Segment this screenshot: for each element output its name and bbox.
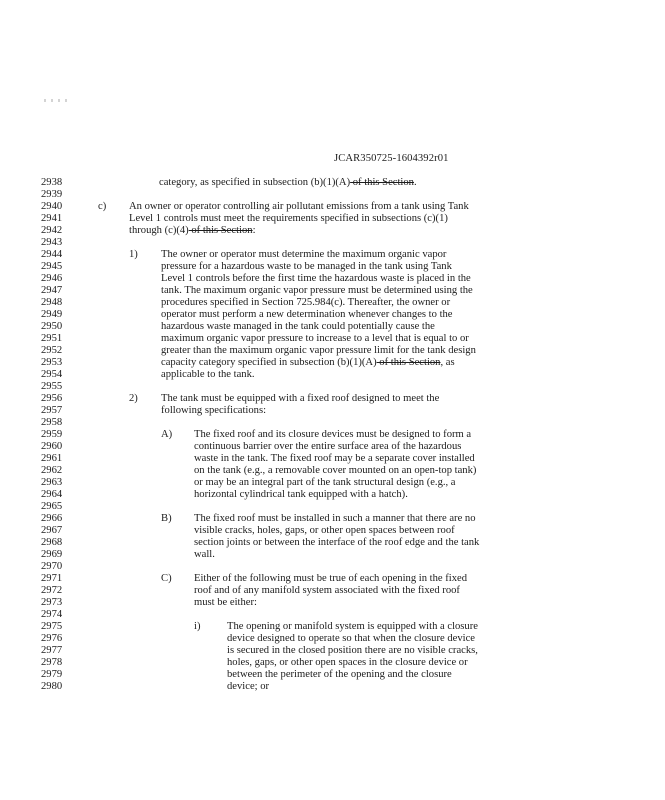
text-line: tank. The maximum organic vapor pressure must be determined using the <box>161 285 473 296</box>
line-number: 2951 <box>41 333 63 344</box>
line-number: 2960 <box>41 441 63 452</box>
text-line: or may be an integral part of the tank structural design (e.g., a <box>194 477 456 488</box>
line-number: 2968 <box>41 537 63 548</box>
line-number: 2949 <box>41 309 63 320</box>
text-line: horizontal cylindrical tank equipped with a hatch). <box>194 489 408 500</box>
text-line: applicable to the tank. <box>161 369 255 380</box>
line-number: 2978 <box>41 657 63 668</box>
line-number: 2979 <box>41 669 63 680</box>
line-number: 2956 <box>41 393 63 404</box>
text-line: holes, gaps, or other open spaces in the closure device or <box>227 657 468 668</box>
line-number: 2957 <box>41 405 63 416</box>
line-number: 2938 <box>41 177 63 188</box>
subsection-c-label: c) <box>98 201 107 212</box>
line-number: 2973 <box>41 597 63 608</box>
line-number: 2962 <box>41 465 63 476</box>
line-number: 2974 <box>41 609 63 620</box>
text-line: waste in the tank. The fixed roof may be a separate cover installed <box>194 453 475 464</box>
struck-text: of this Section <box>188 225 253 236</box>
line-number: 2966 <box>41 513 63 524</box>
line-number: 2939 <box>41 189 63 200</box>
text-line: following specifications: <box>161 405 267 416</box>
scan-artifact <box>44 99 72 102</box>
item-i-label: i) <box>194 621 201 632</box>
line-number: 2954 <box>41 369 63 380</box>
text-line: category, as specified in subsection (b)(1)(A) of this Section. <box>159 177 417 188</box>
text-line: on the tank (e.g., a removable cover mounted on an open-top tank) <box>194 465 477 476</box>
text-line: must be either: <box>194 597 257 608</box>
text-line: The tank must be equipped with a fixed roof designed to meet the <box>161 393 440 404</box>
text-line: The fixed roof must be installed in such a manner that there are no <box>194 513 476 524</box>
text-line: wall. <box>194 549 215 560</box>
text-line: visible cracks, holes, gaps, or other open spaces between roof <box>194 525 455 536</box>
text-line: through (c)(4) of this Section: <box>129 225 256 236</box>
paragraph-2-label: 2) <box>129 393 138 404</box>
line-number: 2980 <box>41 681 63 692</box>
subparagraph-C-label: C) <box>161 573 172 584</box>
line-number: 2944 <box>41 249 63 260</box>
line-number: 2971 <box>41 573 63 584</box>
struck-text: of this Section <box>376 357 441 368</box>
line-number: 2969 <box>41 549 63 560</box>
line-number: 2970 <box>41 561 63 572</box>
line-number: 2943 <box>41 237 63 248</box>
subparagraph-A-label: A) <box>161 429 173 440</box>
text-line: greater than the maximum organic vapor pressure limit for the tank design <box>161 345 476 356</box>
text-line: maximum organic vapor pressure to increase to a level that is equal to or <box>161 333 469 344</box>
line-number: 2942 <box>41 225 63 236</box>
text-line: pressure for a hazardous waste to be managed in the tank using Tank <box>161 261 452 272</box>
text-line: device; or <box>227 681 270 692</box>
text-line: device designed to operate so that when the closure device <box>227 633 475 644</box>
line-number: 2961 <box>41 453 63 464</box>
line-number: 2964 <box>41 489 63 500</box>
line-number: 2948 <box>41 297 63 308</box>
text-line: procedures specified in Section 725.984(c). Thereafter, the owner or <box>161 297 451 308</box>
text-line: continuous barrier over the entire surface area of the hazardous <box>194 441 462 452</box>
text-line: The opening or manifold system is equipped with a closure <box>227 621 478 632</box>
document-id: JCAR350725-1604392r01 <box>334 153 449 164</box>
line-number: 2965 <box>41 501 63 512</box>
text-line: capacity category specified in subsection (b)(1)(A) of this Section, as <box>161 357 455 368</box>
text-line: is secured in the closed position there are no visible cracks, <box>227 645 478 656</box>
text-line: Either of the following must be true of each opening in the fixed <box>194 573 468 584</box>
subparagraph-B-label: B) <box>161 513 172 524</box>
line-number: 2975 <box>41 621 63 632</box>
line-number: 2959 <box>41 429 63 440</box>
text-line: Level 1 controls before the first time the hazardous waste is placed in the <box>161 273 471 284</box>
text-line: operator must perform a new determination whenever changes to the <box>161 309 453 320</box>
line-number: 2952 <box>41 345 63 356</box>
line-number: 2958 <box>41 417 63 428</box>
text-line: The owner or operator must determine the maximum organic vapor <box>161 249 447 260</box>
line-number: 2950 <box>41 321 63 332</box>
line-number: 2946 <box>41 273 63 284</box>
line-number: 2976 <box>41 633 63 644</box>
paragraph-1-label: 1) <box>129 249 138 260</box>
line-number: 2955 <box>41 381 63 392</box>
text-line: section joints or between the interface of the roof edge and the tank <box>194 537 480 548</box>
text-line: The fixed roof and its closure devices must be designed to form a <box>194 429 472 440</box>
line-number: 2941 <box>41 213 63 224</box>
line-number: 2940 <box>41 201 63 212</box>
line-number: 2963 <box>41 477 63 488</box>
line-number: 2945 <box>41 261 63 272</box>
text-line: An owner or operator controlling air pollutant emissions from a tank using Tank <box>129 201 469 212</box>
line-number: 2953 <box>41 357 63 368</box>
text-line: roof and of any manifold system associated with the fixed roof <box>194 585 460 596</box>
text-line: between the perimeter of the opening and the closure <box>227 669 452 680</box>
text-line: hazardous waste managed in the tank could potentially cause the <box>161 321 435 332</box>
text-line: Level 1 controls must meet the requirements specified in subsections (c)(1) <box>129 213 448 224</box>
line-number: 2977 <box>41 645 63 656</box>
line-number: 2947 <box>41 285 63 296</box>
line-number: 2967 <box>41 525 63 536</box>
line-number: 2972 <box>41 585 63 596</box>
struck-text: of this Section <box>350 177 414 188</box>
